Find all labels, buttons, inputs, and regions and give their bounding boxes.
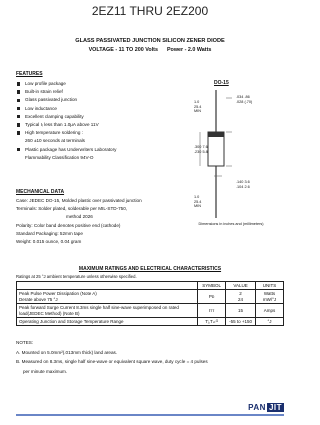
page-title: 2EZ11 THRU 2EZ200 [91,4,209,18]
notes-section [16,338,281,376]
feature-item: 260 ±10 seconds at terminals [25,138,85,144]
param-cell: Operating Junction and Storage Temperature Range [17,318,198,326]
value-cell: 15 [226,304,256,318]
param-cell [17,304,198,318]
note-b: B. Measured on 8.3ms, single half sine-wave or equivalent square wave, duty cycle = 4 pulses [16,359,208,364]
mechanical-heading: MECHANICAL DATA [16,189,65,195]
column-header [17,282,198,290]
table-row [17,290,284,304]
column-header: UNITS [256,282,284,290]
mechanical-item: Standard Packaging: 52mm tape [16,230,83,236]
mechanical-item: method 2026 [66,214,93,220]
note-a: A. Mounted on 5.0mm²(.013mm thick) land areas. [16,349,118,355]
dimension-lead-length-bottom: 1.0 25.4 MIN [194,195,202,208]
feature-item: Built-in strain relief [16,88,191,96]
column-header: SYMBOL [198,282,226,290]
param-text: Peak forward Surge Current 8.3ms single half sine-wave superimposed on rated [19,304,179,310]
dimension-body-length: .300 7.6 .230 5.8 [194,145,208,154]
value-cell: -55 to +150 [226,318,256,326]
table-header-row [17,282,284,290]
brand-text: PAN [248,403,266,412]
unit-text: Watts [263,290,276,296]
symbol-cell: Pᴅ [198,290,226,304]
param-text: Derate above 75 °J [19,296,58,302]
feature-item: Low profile package [16,80,191,88]
ratings-heading: MAXIMUM RATINGS AND ELECTRICAL CHARACTERISTICS [78,266,222,272]
table-row [17,318,284,326]
feature-item: High temperature soldering : [16,129,191,137]
ratings-table [16,281,284,326]
value-text: 24 [238,296,244,302]
mechanical-item: Case: JEDEC DO-15, Molded plastic over passivated junction [16,198,142,203]
symbol-cell: Iᴛᴛ [198,304,226,318]
column-header: VALUE [226,282,256,290]
features-list [16,80,191,162]
feature-item: Low inductance [16,105,191,113]
feature-item: Flammability Classification 94V-O [25,154,94,160]
notes-heading: NOTES: [16,340,34,345]
dimension-note: Dimensions in inches and (millimeters) [198,222,264,226]
feature-item: Glass passivated junction [16,96,191,104]
unit-cell [256,290,284,304]
voltage-power-line: VOLTAGE - 11 TO 200 Volts Power - 2.0 Watts [88,47,212,53]
note-b-continued: per minute maximum. [23,368,68,374]
ratings-note: Ratings at 25 °J ambient temperature unless otherwise specified. [16,274,137,279]
dimension-lead-length-top: 1.0 25.4 MIN [194,100,202,113]
dimension-body-diameter: .140 3.6 .104 2.6 [236,180,250,189]
brand-logo [248,403,284,412]
feature-item: Plastic package has Underwriters Laboratory [16,146,191,154]
param-text: load(JEDEC Method) (Note B) [19,310,80,316]
mechanical-item: Polarity: Color band denotes positive end (cathode) [16,222,121,228]
value-text: 2 [239,290,242,296]
param-text: Peak Pulse Power Dissipation (Note A) [19,290,97,296]
unit-cell: Amps [256,304,284,318]
footer-divider [16,414,284,416]
dimension-lead-diameter: .034 .86 .028 (.70) [236,95,253,104]
table-row [17,304,284,318]
param-cell [17,290,198,304]
mechanical-item: Weight: 0.015 ounce, 0.04 gram [16,239,82,245]
feature-item: Excellent clamping capability [16,113,191,121]
package-label: DO-15 [214,80,229,86]
package-outline-drawing [188,90,288,220]
brand-text-box: JIT [268,403,282,412]
mechanical-list [16,197,191,246]
value-cell [226,290,256,304]
unit-text: mW/°J [262,296,277,302]
mechanical-item: Terminals: Solder plated, solderable per MIL-STD-750, [16,206,128,212]
unit-cell: °J [256,318,284,326]
symbol-cell: Tⱼ,Tₛₜᴳ [198,318,226,326]
feature-item: Typical Iᵣ less than 1.0μA above 11V [16,121,191,129]
features-heading: FEATURES [16,71,43,77]
document-subtitle: GLASS PASSIVATED JUNCTION SILICON ZENER DIODE [75,38,225,44]
